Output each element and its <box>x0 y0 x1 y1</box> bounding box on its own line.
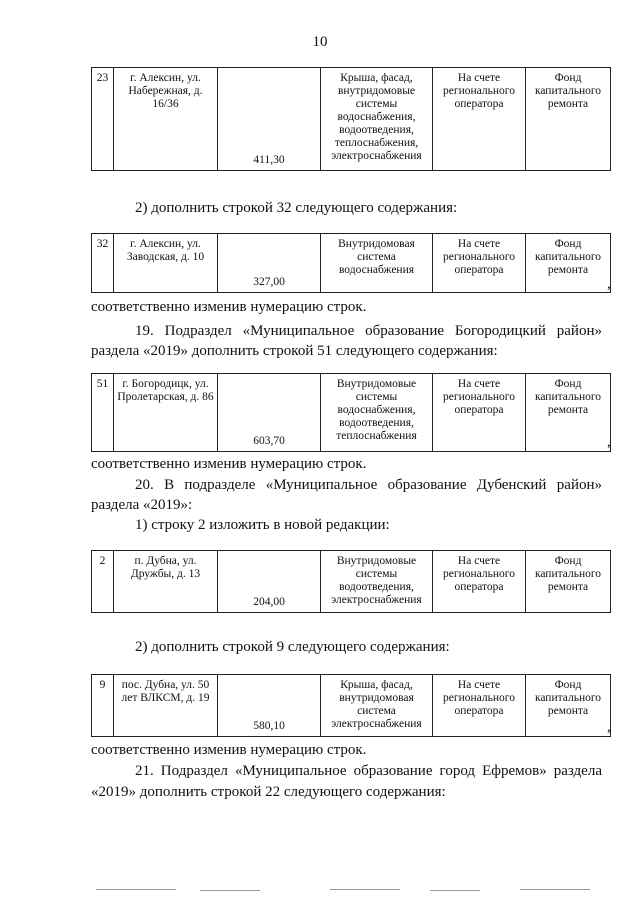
paragraph-19-line-1: 19. Подраздел «Муниципальное образование Богородицкий район» <box>135 323 602 339</box>
scan-artifact <box>96 889 176 890</box>
works-cell: Крыша, фасад, внутридомовые системы водоснабжения, водоотведения, теплоснабжения, электроснабжения <box>321 68 433 171</box>
paragraph-20-item-2: 2) дополнить строкой 9 следующего содержания: <box>135 639 450 655</box>
renumber-note: соответственно изменив нумерацию строк. <box>91 299 367 315</box>
row-number: 2 <box>92 551 114 613</box>
paragraph-add-row-32: 2) дополнить строкой 32 следующего содержания: <box>135 200 458 216</box>
table-row-32 <box>91 233 611 293</box>
row-number: 51 <box>92 374 114 452</box>
page-number: 10 <box>312 34 328 50</box>
paragraph-20-item-1: 1) строку 2 изложить в новой редакции: <box>135 517 390 533</box>
source-cell: Фонд капитального ремонта <box>526 374 611 452</box>
works-cell: Внутридомовые системы водоотведения, электроснабжения <box>321 551 433 613</box>
address-cell: г. Богородицк, ул. Пролетарская, д. 86 <box>114 374 218 452</box>
scan-artifact <box>330 889 400 890</box>
table-row-51 <box>91 373 611 452</box>
table-comma: , <box>607 276 611 292</box>
source-cell: Фонд капитального ремонта <box>526 234 611 293</box>
scan-artifact <box>200 890 260 891</box>
owner-cell: На счете регионального оператора <box>433 374 526 452</box>
owner-cell: На счете регионального оператора <box>433 234 526 293</box>
works-cell: Крыша, фасад, внутридомовая система электроснабжения <box>321 675 433 737</box>
table-comma: , <box>607 719 611 735</box>
paragraph-21-line-1: 21. Подраздел «Муниципальное образование город Ефремов» раздела <box>135 763 602 779</box>
works-cell: Внутридомовая система водоснабжения <box>321 234 433 293</box>
address-cell: г. Алексин, ул. Набережная, д. 16/36 <box>114 68 218 171</box>
owner-cell: На счете регионального оператора <box>433 551 526 613</box>
works-cell: Внутридомовые системы водоснабжения, водоотведения, теплоснабжения <box>321 374 433 452</box>
source-cell: Фонд капитального ремонта <box>526 675 611 737</box>
area-cell: 580,10 <box>218 675 321 737</box>
owner-cell: На счете регионального оператора <box>433 68 526 171</box>
paragraph-19-line-2: раздела «2019» дополнить строкой 51 следующего содержания: <box>91 343 498 359</box>
row-number: 23 <box>92 68 114 171</box>
renumber-note: соответственно изменив нумерацию строк. <box>91 742 367 758</box>
paragraph-21-line-2: «2019» дополнить строкой 22 следующего содержания: <box>91 784 446 800</box>
table-row-23 <box>91 67 611 171</box>
renumber-note: соответственно изменив нумерацию строк. <box>91 456 367 472</box>
source-cell: Фонд капитального ремонта <box>526 68 611 171</box>
address-cell: п. Дубна, ул. Дружбы, д. 13 <box>114 551 218 613</box>
table-row-9 <box>91 674 611 737</box>
paragraph-20-line-1: 20. В подразделе «Муниципальное образование Дубенский район» <box>135 477 602 493</box>
row-number: 9 <box>92 675 114 737</box>
paragraph-20-line-2: раздела «2019»: <box>91 497 193 513</box>
address-cell: г. Алексин, ул. Заводская, д. 10 <box>114 234 218 293</box>
area-cell: 411,30 <box>218 68 321 171</box>
owner-cell: На счете регионального оператора <box>433 675 526 737</box>
row-number: 32 <box>92 234 114 293</box>
table-comma: , <box>607 434 611 450</box>
area-cell: 204,00 <box>218 551 321 613</box>
scan-artifact <box>430 890 480 891</box>
area-cell: 603,70 <box>218 374 321 452</box>
source-cell: Фонд капитального ремонта <box>526 551 611 613</box>
scan-artifact <box>520 889 590 890</box>
table-row-2 <box>91 550 611 613</box>
area-cell: 327,00 <box>218 234 321 293</box>
address-cell: пос. Дубна, ул. 50 лет ВЛКСМ, д. 19 <box>114 675 218 737</box>
